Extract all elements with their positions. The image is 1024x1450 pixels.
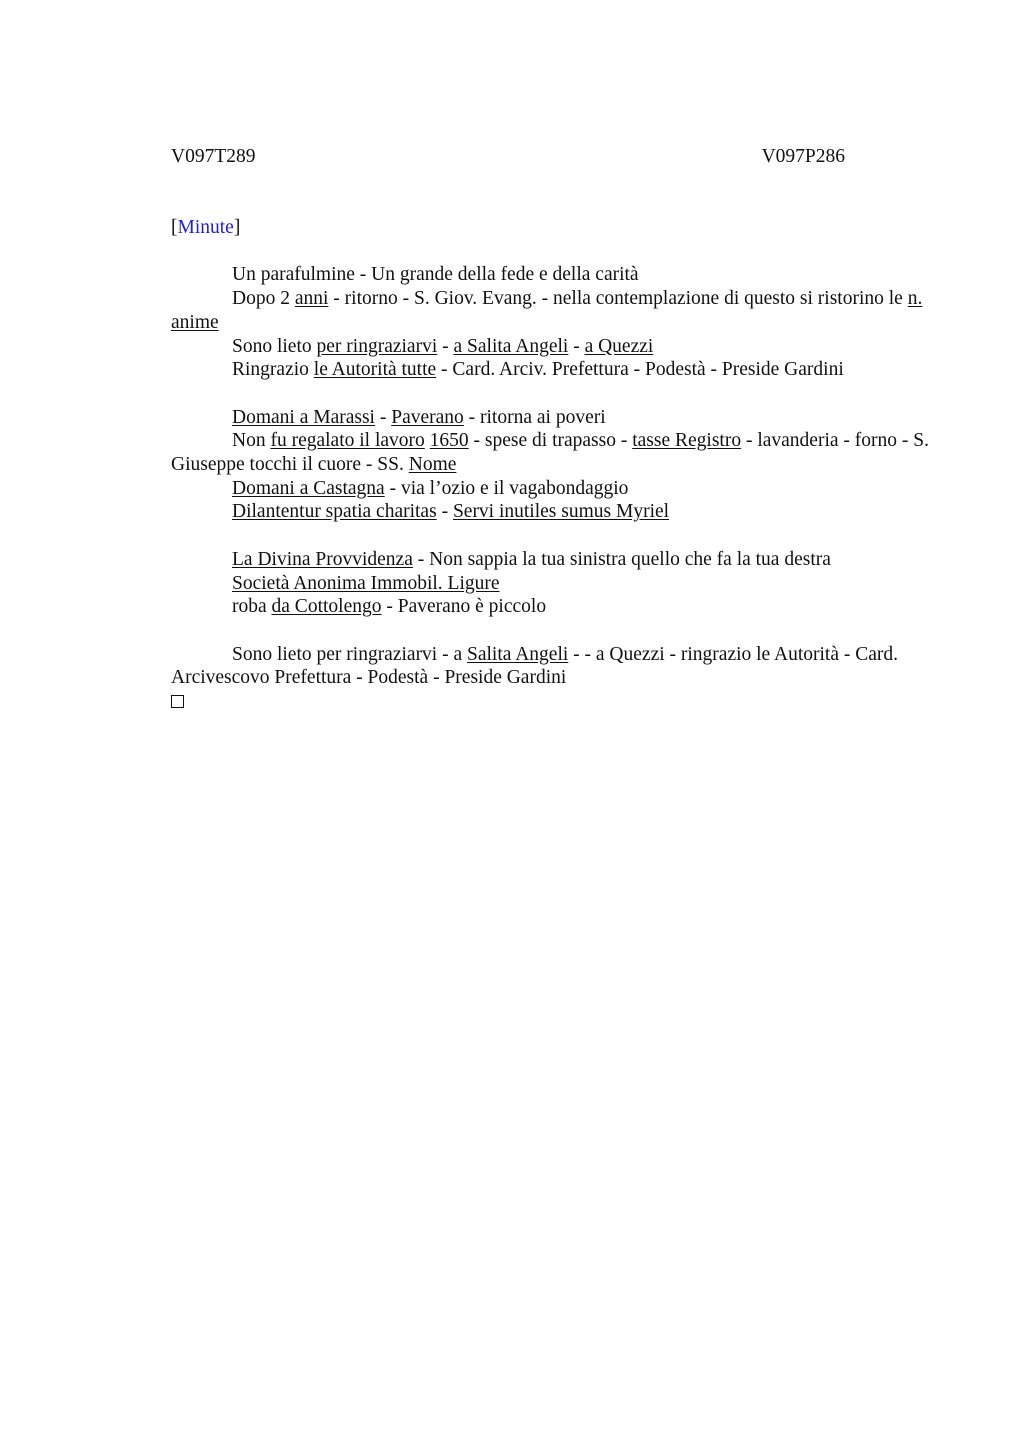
text-line-10: Società Anonima Immobil. Ligure (232, 572, 500, 594)
blank-line (171, 524, 931, 548)
text-line-5: Domani a Marassi - Paverano - ritorna ai poveri (232, 406, 606, 428)
document-code-right: V097P286 (761, 146, 845, 167)
text-line-7: Domani a Castagna - via l’ozio e il vagabondaggio (232, 477, 629, 499)
end-marker (171, 690, 931, 714)
text-line-3: Sono lieto per ringraziarvi - a Salita Angeli - a Quezzi (232, 335, 654, 357)
text-line-6: Non fu regalato il lavoro 1650 - spese di trapasso - tasse Registro - lavanderia - forno - S. Giuseppe tocchi il cuore - SS. Nome (171, 430, 929, 475)
blank-line (171, 619, 931, 643)
document-code-left: V097T289 (171, 146, 256, 167)
text-line-2: Dopo 2 anni - ritorno - S. Giov. Evang. - nella contemplazione di questo si ristorino le n. anime (171, 288, 923, 333)
text-line-9: La Divina Provvidenza - Non sappia la tua sinistra quello che fa la tua destra (232, 548, 831, 570)
text-line-4: Ringrazio le Autorità tutte - Card. Arciv. Prefettura - Podestà - Preside Gardini (232, 359, 844, 381)
minute-link[interactable]: Minute (177, 217, 234, 238)
text-line-11: roba da Cottolengo - Paverano è piccolo (232, 596, 547, 618)
text-line-12: Sono lieto per ringraziarvi - a Salita Angeli - - a Quezzi - ringrazio le Autorità - Card. Arcivescovo Prefettura - Podestà - Preside Gardini (171, 643, 899, 689)
text-line-1: Un parafulmine - Un grande della fede e della carità (232, 264, 639, 286)
document-body (171, 216, 931, 714)
empty-square-icon (171, 695, 184, 708)
page-header (171, 146, 845, 172)
blank-line (171, 240, 931, 264)
text-line-8: Dilantentur spatia charitas - Servi inutiles sumus Myriel (232, 501, 670, 523)
blank-line (171, 382, 931, 406)
section-heading: [Minute] (171, 217, 241, 238)
